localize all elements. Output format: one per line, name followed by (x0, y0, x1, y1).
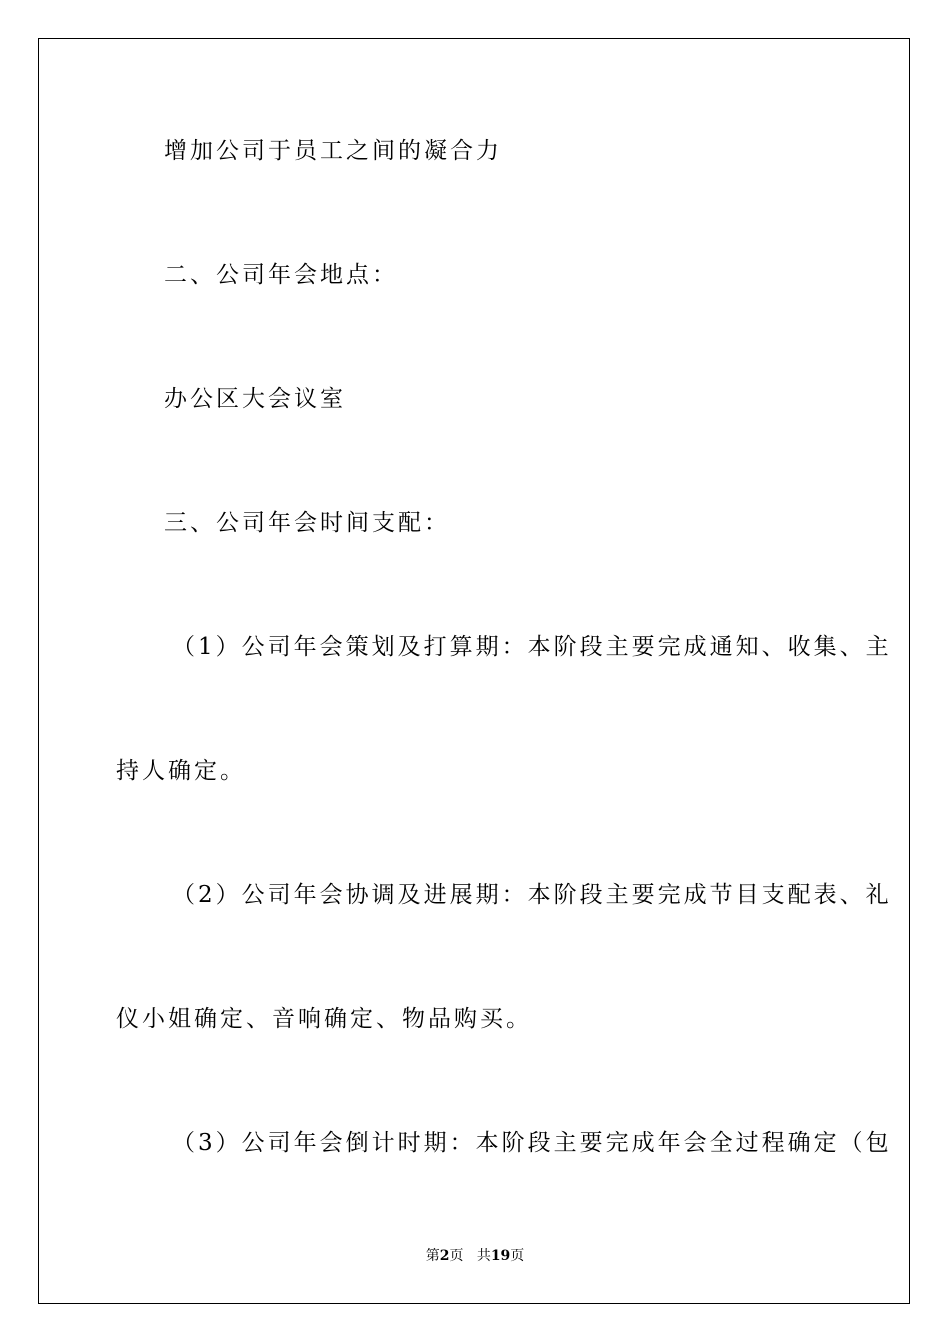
footer-page-number: 2 (439, 1248, 450, 1264)
page-border (38, 38, 910, 1304)
paragraph-venue: 办公区大会议室 (164, 386, 346, 412)
footer-total-pages: 19 (490, 1248, 511, 1264)
page-footer (0, 1246, 950, 1266)
heading-schedule: 三、公司年会时间支配： (164, 510, 450, 536)
paragraph-cohesion: 增加公司于员工之间的凝合力 (164, 138, 502, 164)
paragraph-phase-1: （1）公司年会策划及打算期：本阶段主要完成通知、收集、主 (172, 634, 892, 660)
footer-total-suffix: 页 (510, 1248, 525, 1264)
paragraph-phase-2: （2）公司年会协调及进展期：本阶段主要完成节目支配表、礼 (172, 882, 892, 908)
paragraph-phase-2-cont: 仪小姐确定、音响确定、物品购买。 (116, 1006, 532, 1032)
footer-page-suffix: 页 (449, 1248, 464, 1264)
footer-page-prefix: 第 (425, 1248, 440, 1264)
paragraph-phase-3: （3）公司年会倒计时期：本阶段主要完成年会全过程确定（包 (172, 1130, 892, 1156)
heading-venue: 二、公司年会地点： (164, 262, 398, 288)
footer-total-prefix: 共 (476, 1248, 491, 1264)
paragraph-phase-1-cont: 持人确定。 (116, 758, 246, 784)
